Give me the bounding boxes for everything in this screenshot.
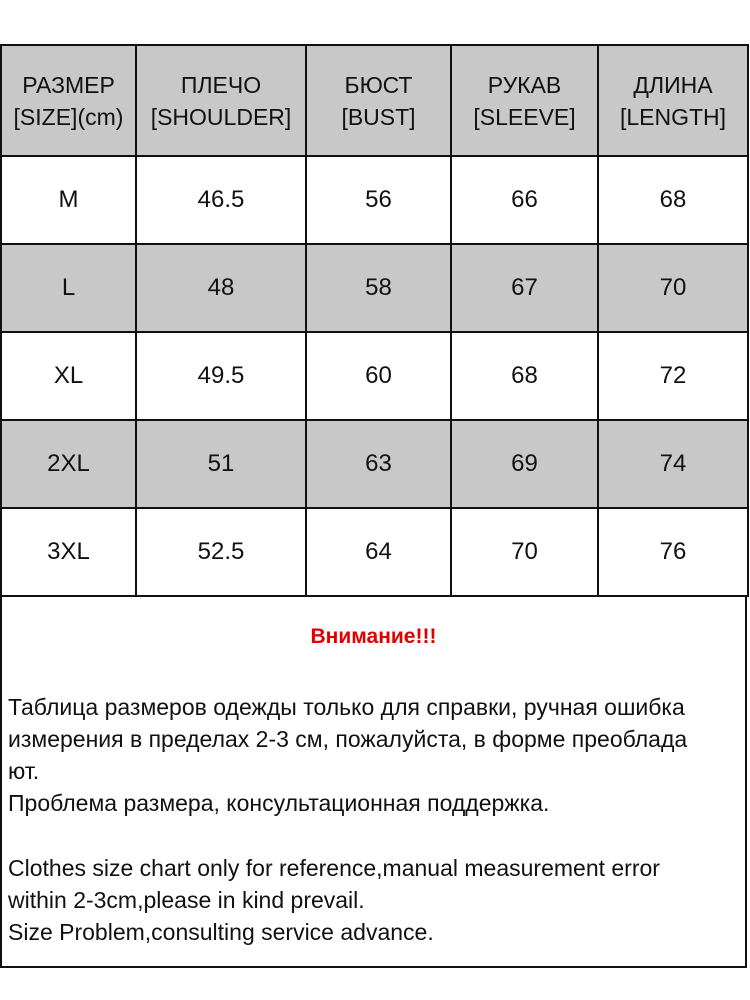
cell-shoulder: 49.5 bbox=[136, 332, 306, 420]
cell-size: M bbox=[1, 156, 136, 244]
table-row bbox=[1, 156, 748, 244]
cell-length: 68 bbox=[598, 156, 748, 244]
cell-sleeve: 67 bbox=[451, 244, 598, 332]
notice-line: измерения в пределах 2-3 см, пожалуйста, в форме преоблада bbox=[8, 726, 688, 752]
size-chart bbox=[0, 44, 747, 968]
cell-shoulder: 48 bbox=[136, 244, 306, 332]
cell-sleeve: 70 bbox=[451, 508, 598, 596]
notice-line: Таблица размеров одежды только для справки, ручная ошибка bbox=[8, 694, 685, 720]
cell-sleeve: 68 bbox=[451, 332, 598, 420]
cell-size: L bbox=[1, 244, 136, 332]
table-row bbox=[1, 332, 748, 420]
cell-bust: 64 bbox=[306, 508, 451, 596]
cell-bust: 58 bbox=[306, 244, 451, 332]
cell-sleeve: 66 bbox=[451, 156, 598, 244]
header-shoulder: ПЛЕЧО [SHOULDER] bbox=[136, 45, 306, 156]
cell-shoulder: 52.5 bbox=[136, 508, 306, 596]
notice-title: Внимание!!! bbox=[310, 625, 437, 648]
header-length: ДЛИНА [LENGTH] bbox=[598, 45, 748, 156]
cell-size: 3XL bbox=[1, 508, 136, 596]
notice-line: within 2-3cm,please in kind prevail. bbox=[8, 887, 365, 913]
notice-box bbox=[0, 597, 747, 968]
cell-bust: 60 bbox=[306, 332, 451, 420]
notice-line: Проблема размера, консультационная поддержка. bbox=[8, 790, 550, 816]
table-row bbox=[1, 420, 748, 508]
notice-line: Size Problem,consulting service advance. bbox=[8, 919, 434, 945]
cell-size: XL bbox=[1, 332, 136, 420]
cell-length: 76 bbox=[598, 508, 748, 596]
header-sleeve: РУКАВ [SLEEVE] bbox=[451, 45, 598, 156]
cell-length: 72 bbox=[598, 332, 748, 420]
table-row bbox=[1, 244, 748, 332]
cell-sleeve: 69 bbox=[451, 420, 598, 508]
cell-size: 2XL bbox=[1, 420, 136, 508]
header-size: РАЗМЕР [SIZE](cm) bbox=[1, 45, 136, 156]
notice-text-russian bbox=[8, 691, 739, 819]
cell-bust: 63 bbox=[306, 420, 451, 508]
notice-text-english bbox=[8, 852, 739, 948]
cell-length: 74 bbox=[598, 420, 748, 508]
table-row bbox=[1, 508, 748, 596]
header-bust: БЮСТ [BUST] bbox=[306, 45, 451, 156]
notice-line: ют. bbox=[8, 758, 40, 784]
size-table bbox=[0, 44, 749, 597]
cell-bust: 56 bbox=[306, 156, 451, 244]
header-row bbox=[1, 45, 748, 156]
cell-shoulder: 46.5 bbox=[136, 156, 306, 244]
notice-line: Clothes size chart only for reference,manual measurement error bbox=[8, 855, 660, 881]
cell-length: 70 bbox=[598, 244, 748, 332]
cell-shoulder: 51 bbox=[136, 420, 306, 508]
